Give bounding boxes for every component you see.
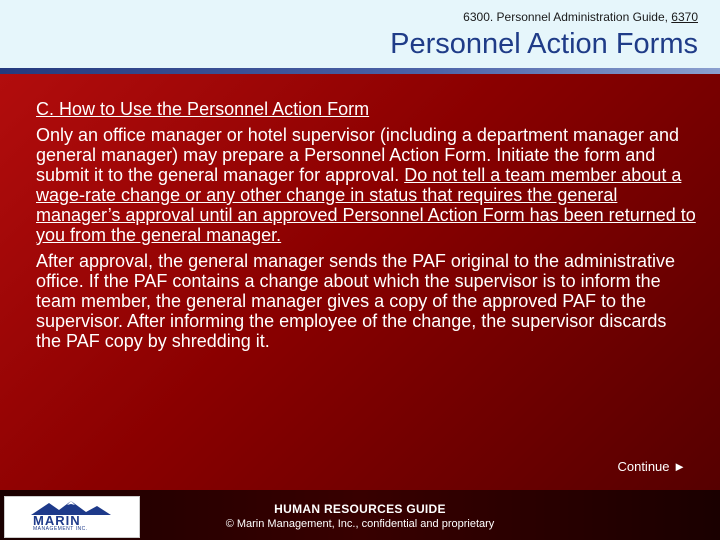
paragraph-1-underlined: Do not tell a team member about a wage-rate change or any other change in status that requires the general manager’s approval until an approved Personnel Action Form has been returned to you from the general manager.	[36, 165, 696, 245]
logo-wordmark: MARIN	[33, 513, 81, 528]
paragraph-2: After approval, the general manager sends the PAF original to the administrative office. If the PAF contains a change about which the supervisor is to inform the team member, the general manager gives a copy of the approved PAF to the supervisor. After informing the employee of the change, the supervisor discards the PAF copy by shredding it.	[36, 251, 676, 351]
content-area	[36, 99, 696, 357]
section-heading: C. How to Use the Personnel Action Form	[36, 99, 370, 119]
paragraph-1-text: Only an office manager or hotel supervisor (including a department manager and general manager) may prepare a Personnel Action Form. Initiate the form and submit it to the general manager for approval.	[36, 125, 680, 185]
footer-title: HUMAN RESOURCES GUIDE	[274, 502, 446, 516]
footer-copyright: © Marin Management, Inc., confidential and proprietary	[225, 518, 495, 530]
section-6370-link[interactable]: 6370	[671, 10, 698, 24]
logo-subtext: MANAGEMENT INC.	[33, 526, 88, 532]
header	[0, 0, 720, 68]
breadcrumb	[463, 10, 698, 24]
page-title: Personnel Action Forms	[390, 28, 698, 60]
continue-link[interactable]: Continue ►	[617, 459, 686, 474]
paragraph-1	[36, 125, 696, 245]
breadcrumb-text: 6300. Personnel Administration Guide,	[463, 10, 672, 24]
